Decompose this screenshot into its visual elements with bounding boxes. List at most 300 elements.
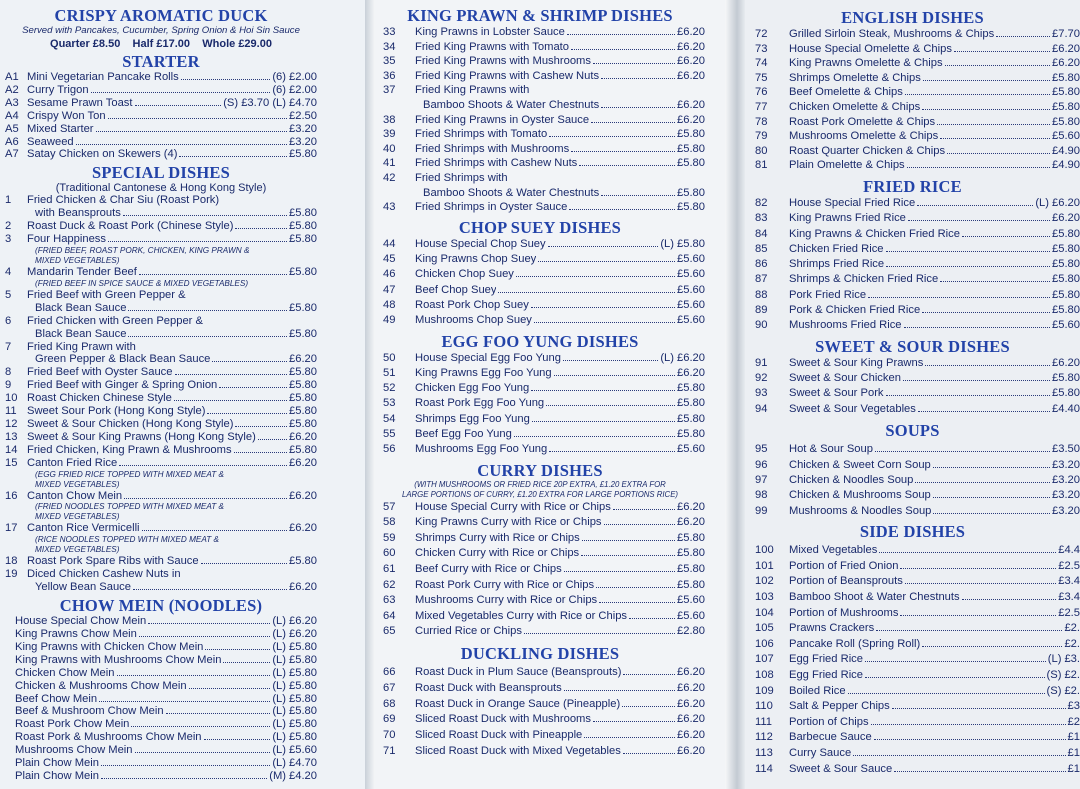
item-name: Green Pepper & Black Bean Sauce [35, 353, 211, 366]
item-name: Bamboo Shoot & Water Chestnuts [789, 591, 960, 604]
item-price: £5.60 [677, 609, 705, 622]
item-number: 83 [755, 212, 768, 225]
menu-item [5, 431, 317, 444]
item-name: King Prawns Chop Suey [415, 253, 537, 266]
item-portion: (L) [660, 237, 674, 250]
menu-item [5, 353, 317, 366]
item-name: Shrimps Egg Foo Yung [415, 412, 530, 425]
item-number: 105 [755, 622, 774, 635]
item-name: Mushrooms Chop Suey [415, 314, 532, 327]
menu-item [745, 158, 1080, 173]
item-number: 98 [755, 489, 768, 502]
item-note: (FRIED BEEF IN SPICE SAUCE & MIXED VEGETABLES) [35, 278, 249, 288]
menu-item [375, 624, 705, 640]
menu-item [745, 699, 1080, 715]
item-name: Roast Duck in Orange Sauce (Pineapple) [415, 697, 621, 710]
leader-dots [567, 34, 675, 35]
item-name: Chicken & Sweet Corn Soup [789, 458, 931, 471]
menu-item [5, 123, 317, 136]
item-number: 11 [5, 405, 17, 418]
item-number: 63 [383, 594, 396, 607]
section-subtitle: (Traditional Cantonese & Hong Kong Style) [55, 182, 267, 195]
leader-dots [947, 153, 1050, 154]
item-name: Beef Omelette & Chips [789, 86, 903, 99]
menu-item [745, 621, 1080, 637]
menu-item [375, 283, 705, 298]
item-price: £3. [1064, 653, 1080, 666]
leader-dots [174, 400, 287, 401]
leader-dots [142, 530, 287, 531]
leader-dots [563, 360, 658, 361]
menu-item [375, 156, 705, 171]
leader-dots [148, 623, 270, 624]
menu-item [745, 318, 1080, 333]
menu-item [745, 144, 1080, 159]
menu-item [745, 227, 1080, 242]
item-number: 37 [383, 84, 396, 97]
leader-dots [571, 49, 675, 50]
leader-dots [922, 109, 1050, 110]
menu-item [375, 98, 705, 113]
leader-dots [133, 589, 287, 590]
menu-item [5, 289, 317, 302]
item-name: Roast Pork Curry with Rice or Chips [415, 578, 595, 591]
item-price: £6.20 [289, 615, 317, 628]
menu-item [5, 233, 317, 246]
item-portion: (L) [272, 744, 286, 757]
item-price: £5.60 [677, 443, 705, 456]
item-note: (FRIED NOODLES TOPPED WITH MIXED MEAT & [35, 502, 224, 512]
item-number: 17 [5, 522, 18, 535]
item-number: 95 [755, 443, 768, 456]
leader-dots [591, 122, 675, 123]
leader-dots [119, 465, 287, 466]
item-price: £5.80 [1052, 304, 1080, 317]
item-note: MIXED VEGETABLES) [35, 479, 120, 489]
menu-item [5, 444, 317, 457]
item-name: Fried Shrimps with Tomato [415, 128, 548, 141]
item-price: £5.80 [677, 157, 705, 170]
leader-dots [534, 322, 675, 323]
leader-dots [123, 215, 287, 216]
item-name: with Beansprouts [35, 207, 121, 220]
item-portion: (L) [272, 653, 286, 666]
menu-item [5, 628, 317, 641]
menu-item [745, 762, 1080, 778]
duck-prices: Quarter £8.50 Half £17.00 Whole £29.00 [50, 38, 272, 50]
menu-item [375, 127, 705, 142]
item-price: £5.80 [289, 405, 317, 418]
leader-dots [853, 755, 1065, 756]
item-name: Beef Egg Foo Yung [415, 427, 512, 440]
leader-dots [181, 79, 271, 80]
item-price: £5.80 [1052, 71, 1080, 84]
item-number: 87 [755, 273, 768, 286]
item-portion: (L) [1047, 653, 1062, 666]
item-name: Canton Fried Rice [27, 456, 118, 469]
item-portion: (L) [272, 757, 286, 770]
menu-item [745, 668, 1080, 684]
item-price: £5.80 [677, 578, 705, 591]
item-name: House Special Fried Rice [789, 196, 916, 209]
item-price: £5.80 [1052, 372, 1080, 385]
leader-dots [905, 583, 1056, 584]
item-number: 45 [383, 253, 396, 266]
item-name: Roast Pork & Mushrooms Chow Mein [15, 731, 202, 744]
menu-item [745, 715, 1080, 731]
item-portion: (L) [272, 692, 286, 705]
leader-dots [925, 365, 1050, 366]
leader-dots [937, 124, 1050, 125]
item-price: £3.20 [1052, 489, 1080, 502]
item-number: A7 [5, 148, 19, 161]
menu-item [745, 559, 1080, 575]
item-name: Fried King Prawns in Oyster Sauce [415, 113, 590, 126]
leader-dots [96, 131, 287, 132]
item-portion: (6) [272, 83, 286, 96]
item-portion: (L) [272, 705, 286, 718]
item-number: 103 [755, 591, 774, 604]
item-number: 99 [755, 504, 768, 517]
item-number: 111 [755, 715, 773, 728]
item-name: Salt & Pepper Chips [789, 700, 890, 713]
item-number: 4 [5, 265, 12, 278]
menu-item [745, 56, 1080, 71]
leader-dots [623, 753, 675, 754]
item-name: Plain Omelette & Chips [789, 159, 905, 172]
item-name: King Prawns in Lobster Sauce [415, 26, 565, 38]
item-name: Chicken Egg Foo Yung [415, 382, 530, 395]
menu-item [375, 712, 705, 728]
section-heading: EGG FOO YUNG DISHES [441, 331, 639, 351]
menu-item [5, 457, 317, 470]
item-name: Roast Pork Spare Ribs with Sauce [27, 555, 199, 568]
leader-dots [99, 701, 270, 702]
menu-item [5, 490, 317, 503]
item-number: 47 [383, 283, 396, 296]
item-number: 112 [755, 731, 773, 744]
item-price: £5.80 [1052, 242, 1080, 255]
item-portion: (L) [272, 718, 286, 731]
item-price: £5.80 [677, 427, 705, 440]
item-portion: (L) [660, 351, 674, 364]
leader-dots [554, 375, 675, 376]
item-price: £6.20 [289, 628, 317, 640]
item-name: Mixed Vegetables Curry with Rice or Chips [415, 609, 628, 622]
menu-item [5, 302, 317, 315]
item-price: £5.80 [677, 382, 705, 395]
item-price: £6.20 [677, 729, 705, 742]
menu-item [5, 328, 317, 341]
menu-item [375, 200, 705, 215]
item-price: £5.80 [1052, 86, 1080, 99]
item-price: £5.80 [677, 412, 705, 425]
leader-dots [91, 92, 271, 93]
leader-dots [516, 276, 675, 277]
item-name: Fried Shrimps with [415, 171, 508, 184]
leader-dots [108, 241, 287, 242]
item-price: £5.80 [677, 142, 705, 155]
leader-dots [571, 151, 675, 152]
item-name: Pork & Chicken Fried Rice [789, 304, 921, 317]
item-price: £5.80 [289, 265, 317, 278]
item-number: 51 [383, 366, 396, 379]
leader-dots [922, 646, 1062, 647]
item-price: £5.80 [677, 128, 705, 141]
item-price: £6.20 [677, 665, 705, 678]
section-heading: SPECIAL DISHES [91, 163, 231, 183]
item-number: 82 [755, 196, 768, 209]
leader-dots [531, 390, 675, 391]
menu-item [745, 303, 1080, 318]
item-price: £6.20 [1052, 196, 1080, 209]
item-number: 16 [5, 489, 18, 502]
item-price: £6.20 [677, 500, 705, 513]
menu-item [745, 473, 1080, 488]
menu-item [5, 136, 317, 149]
leader-dots [894, 771, 1065, 772]
item-name: Fried King Prawns with [415, 84, 530, 97]
item-price: £2.00 [289, 71, 317, 83]
menu-column-2 [375, 0, 725, 789]
menu-item [375, 298, 705, 313]
item-name: Sweet & Sour Sauce [789, 762, 893, 775]
item-name: House Special Chop Suey [415, 237, 546, 250]
item-price: £5.60 [677, 298, 705, 311]
item-name: Beef Chow Mein [15, 692, 98, 705]
leader-dots [886, 266, 1050, 267]
leader-dots [546, 405, 675, 406]
item-price: £6.20 [677, 98, 705, 111]
item-number: 55 [383, 427, 396, 440]
item-price: £4.40 [1052, 402, 1080, 415]
item-name: Mixed Starter [27, 122, 94, 135]
item-price: £3.20 [1052, 458, 1080, 471]
item-number: 102 [755, 575, 774, 588]
item-number: 62 [383, 578, 396, 591]
item-name: Grilled Sirloin Steak, Mushrooms & Chips [789, 28, 995, 40]
menu-item [5, 194, 317, 207]
item-price: £6.20 [677, 113, 705, 126]
item-price: £3.20 [1052, 474, 1080, 487]
item-number: 1 [5, 194, 12, 207]
item-price: £6.20 [289, 489, 317, 502]
item-number: 33 [383, 26, 396, 38]
menu-item [375, 546, 705, 562]
section-heading: CHOW MEIN (NOODLES) [59, 596, 263, 616]
item-number: 57 [383, 500, 396, 513]
menu-item [375, 351, 705, 366]
item-name: Black Bean Sauce [35, 327, 127, 340]
item-number: 106 [755, 637, 774, 650]
item-number: 46 [383, 268, 396, 281]
leader-dots [189, 688, 271, 689]
item-number: 78 [755, 115, 768, 128]
menu-item [745, 543, 1080, 559]
menu-item [745, 746, 1080, 762]
item-name: Plain Chow Mein [15, 769, 99, 782]
leader-dots [848, 693, 1045, 694]
item-name: Fried Shrimps with Cashew Nuts [415, 157, 578, 170]
item-name: Portion of Mushrooms [789, 606, 899, 619]
item-name: Sweet & Sour King Prawns (Hong Kong Style) [27, 430, 256, 443]
leader-dots [207, 413, 287, 414]
menu-item [745, 504, 1080, 519]
item-name: Boiled Rice [789, 684, 846, 697]
leader-dots [538, 261, 675, 262]
item-number: 109 [755, 684, 774, 697]
section-heading: ENGLISH DISHES [841, 8, 984, 27]
menu-column-1 [0, 0, 365, 789]
item-name: Satay Chicken on Skewers (4) [27, 148, 178, 161]
menu-item [745, 71, 1080, 86]
item-name: Roast Quarter Chicken & Chips [789, 144, 946, 157]
menu-item [745, 129, 1080, 144]
item-price: £5.80 [677, 562, 705, 575]
item-number: 85 [755, 242, 768, 255]
item-name: Fried Beef with Ginger & Spring Onion [27, 379, 218, 392]
item-name: Roast Pork Egg Foo Yung [415, 397, 545, 410]
leader-dots [584, 737, 675, 738]
menu-item [375, 412, 705, 427]
item-name: Mushrooms Egg Foo Yung [415, 443, 548, 456]
item-number: 13 [5, 430, 18, 443]
item-number: 71 [383, 744, 396, 757]
item-price: £5.80 [1052, 387, 1080, 400]
leader-dots [179, 156, 287, 157]
item-price: £4.90 [1052, 144, 1080, 157]
leader-dots [593, 63, 675, 64]
item-number: 75 [755, 71, 768, 84]
menu-item [745, 242, 1080, 257]
item-name: Portion of Beansprouts [789, 575, 903, 588]
leader-dots [117, 675, 271, 676]
item-number: A4 [5, 109, 19, 122]
item-price: £6.20 [1052, 356, 1080, 369]
item-price: £5.80 [289, 692, 317, 705]
item-name: Chicken Chop Suey [415, 268, 514, 281]
leader-dots [875, 451, 1050, 452]
item-number: 56 [383, 443, 396, 456]
section-heading: CURRY DISHES [477, 460, 603, 480]
menu-item [375, 562, 705, 578]
leader-dots [903, 380, 1050, 381]
item-name: King Prawns with Mushrooms Chow Mein [15, 653, 222, 666]
leader-dots [128, 336, 287, 337]
item-number: 73 [755, 42, 768, 55]
item-name: Mushrooms & Noodles Soup [789, 504, 932, 517]
menu-item [375, 237, 705, 252]
menu-item [375, 54, 705, 69]
menu-item [5, 366, 317, 379]
item-number: 39 [383, 128, 396, 141]
item-number: 42 [383, 171, 396, 184]
item-name: House Special Egg Foo Yung [415, 351, 561, 364]
leader-dots [498, 292, 675, 293]
item-name: Mandarin Tender Beef [27, 265, 137, 278]
item-name: House Special Chow Mein [15, 615, 147, 628]
leader-dots [564, 690, 675, 691]
menu-item [745, 442, 1080, 457]
section-heading: SOUPS [885, 421, 940, 441]
item-name: Shrimps Curry with Rice or Chips [415, 531, 580, 544]
item-price: £6.20 [289, 353, 317, 366]
menu-item [375, 744, 705, 760]
item-name: Beef Chop Suey [415, 283, 497, 296]
leader-dots [131, 726, 270, 727]
menu-item [5, 148, 317, 161]
item-price: £5.80 [289, 233, 317, 246]
leader-dots [601, 195, 675, 196]
menu-column-3 [745, 0, 1080, 789]
item-number: A2 [5, 83, 19, 96]
item-number: 35 [383, 55, 396, 68]
item-price: £6.20 [289, 430, 317, 443]
item-name: Mushrooms Chow Mein [15, 744, 133, 757]
item-portion: (S) [1046, 684, 1062, 697]
item-price: £5.60 [677, 253, 705, 266]
leader-dots [604, 524, 675, 525]
item-note: MIXED VEGETABLES) [35, 512, 120, 522]
menu-item [5, 693, 317, 706]
item-number: 2 [5, 220, 12, 233]
section-heading: FRIED RICE [863, 176, 962, 196]
item-name: Sweet & Sour Chicken [789, 372, 901, 385]
leader-dots [940, 281, 1050, 282]
menu-item [745, 85, 1080, 100]
menu-item [5, 405, 317, 418]
item-name: Chicken & Noodles Soup [789, 474, 914, 487]
section-heading: SWEET & SOUR DISHES [815, 336, 1010, 356]
item-name: King Prawns Curry with Rice or Chips [415, 516, 602, 529]
item-number: 38 [383, 113, 396, 126]
item-price: £2. [1064, 669, 1080, 682]
page-fold [365, 0, 375, 789]
item-name: Curry Trigon [27, 83, 89, 96]
menu-item [745, 356, 1080, 371]
item-price: £5.80 [289, 417, 317, 430]
leader-dots [623, 674, 675, 675]
leader-dots [933, 497, 1050, 498]
menu-item [5, 97, 317, 110]
item-number: 60 [383, 547, 396, 560]
item-price: £2.5 [1058, 559, 1080, 572]
item-name: Fried Chicken & Char Siu (Roast Pork) [27, 194, 220, 207]
item-name: Curried Rice or Chips [415, 625, 522, 638]
item-number: 67 [383, 681, 396, 694]
section-heading: STARTER [122, 52, 200, 71]
menu-item [375, 171, 705, 186]
item-name: Fried Beef with Green Pepper & [27, 288, 186, 301]
item-price: £6.20 [289, 581, 317, 594]
menu-item [375, 681, 705, 697]
item-number: 19 [5, 568, 18, 581]
leader-dots [135, 752, 271, 753]
item-price: £5.60 [1052, 319, 1080, 332]
leader-dots [108, 118, 287, 119]
item-portion: (L) [272, 628, 286, 640]
item-price: £5.80 [677, 397, 705, 410]
item-name: Canton Chow Mein [27, 489, 123, 502]
item-name: Roast Chicken Chinese Style [27, 392, 172, 405]
item-price: £6.20 [677, 26, 705, 38]
item-name: Roast Duck & Roast Pork (Chinese Style) [27, 220, 234, 233]
item-price: £5.80 [289, 301, 317, 314]
item-number: 92 [755, 372, 768, 385]
item-name: Chicken Omelette & Chips [789, 100, 921, 113]
item-price: £6.20 [677, 744, 705, 757]
item-price: £5.80 [1052, 258, 1080, 271]
